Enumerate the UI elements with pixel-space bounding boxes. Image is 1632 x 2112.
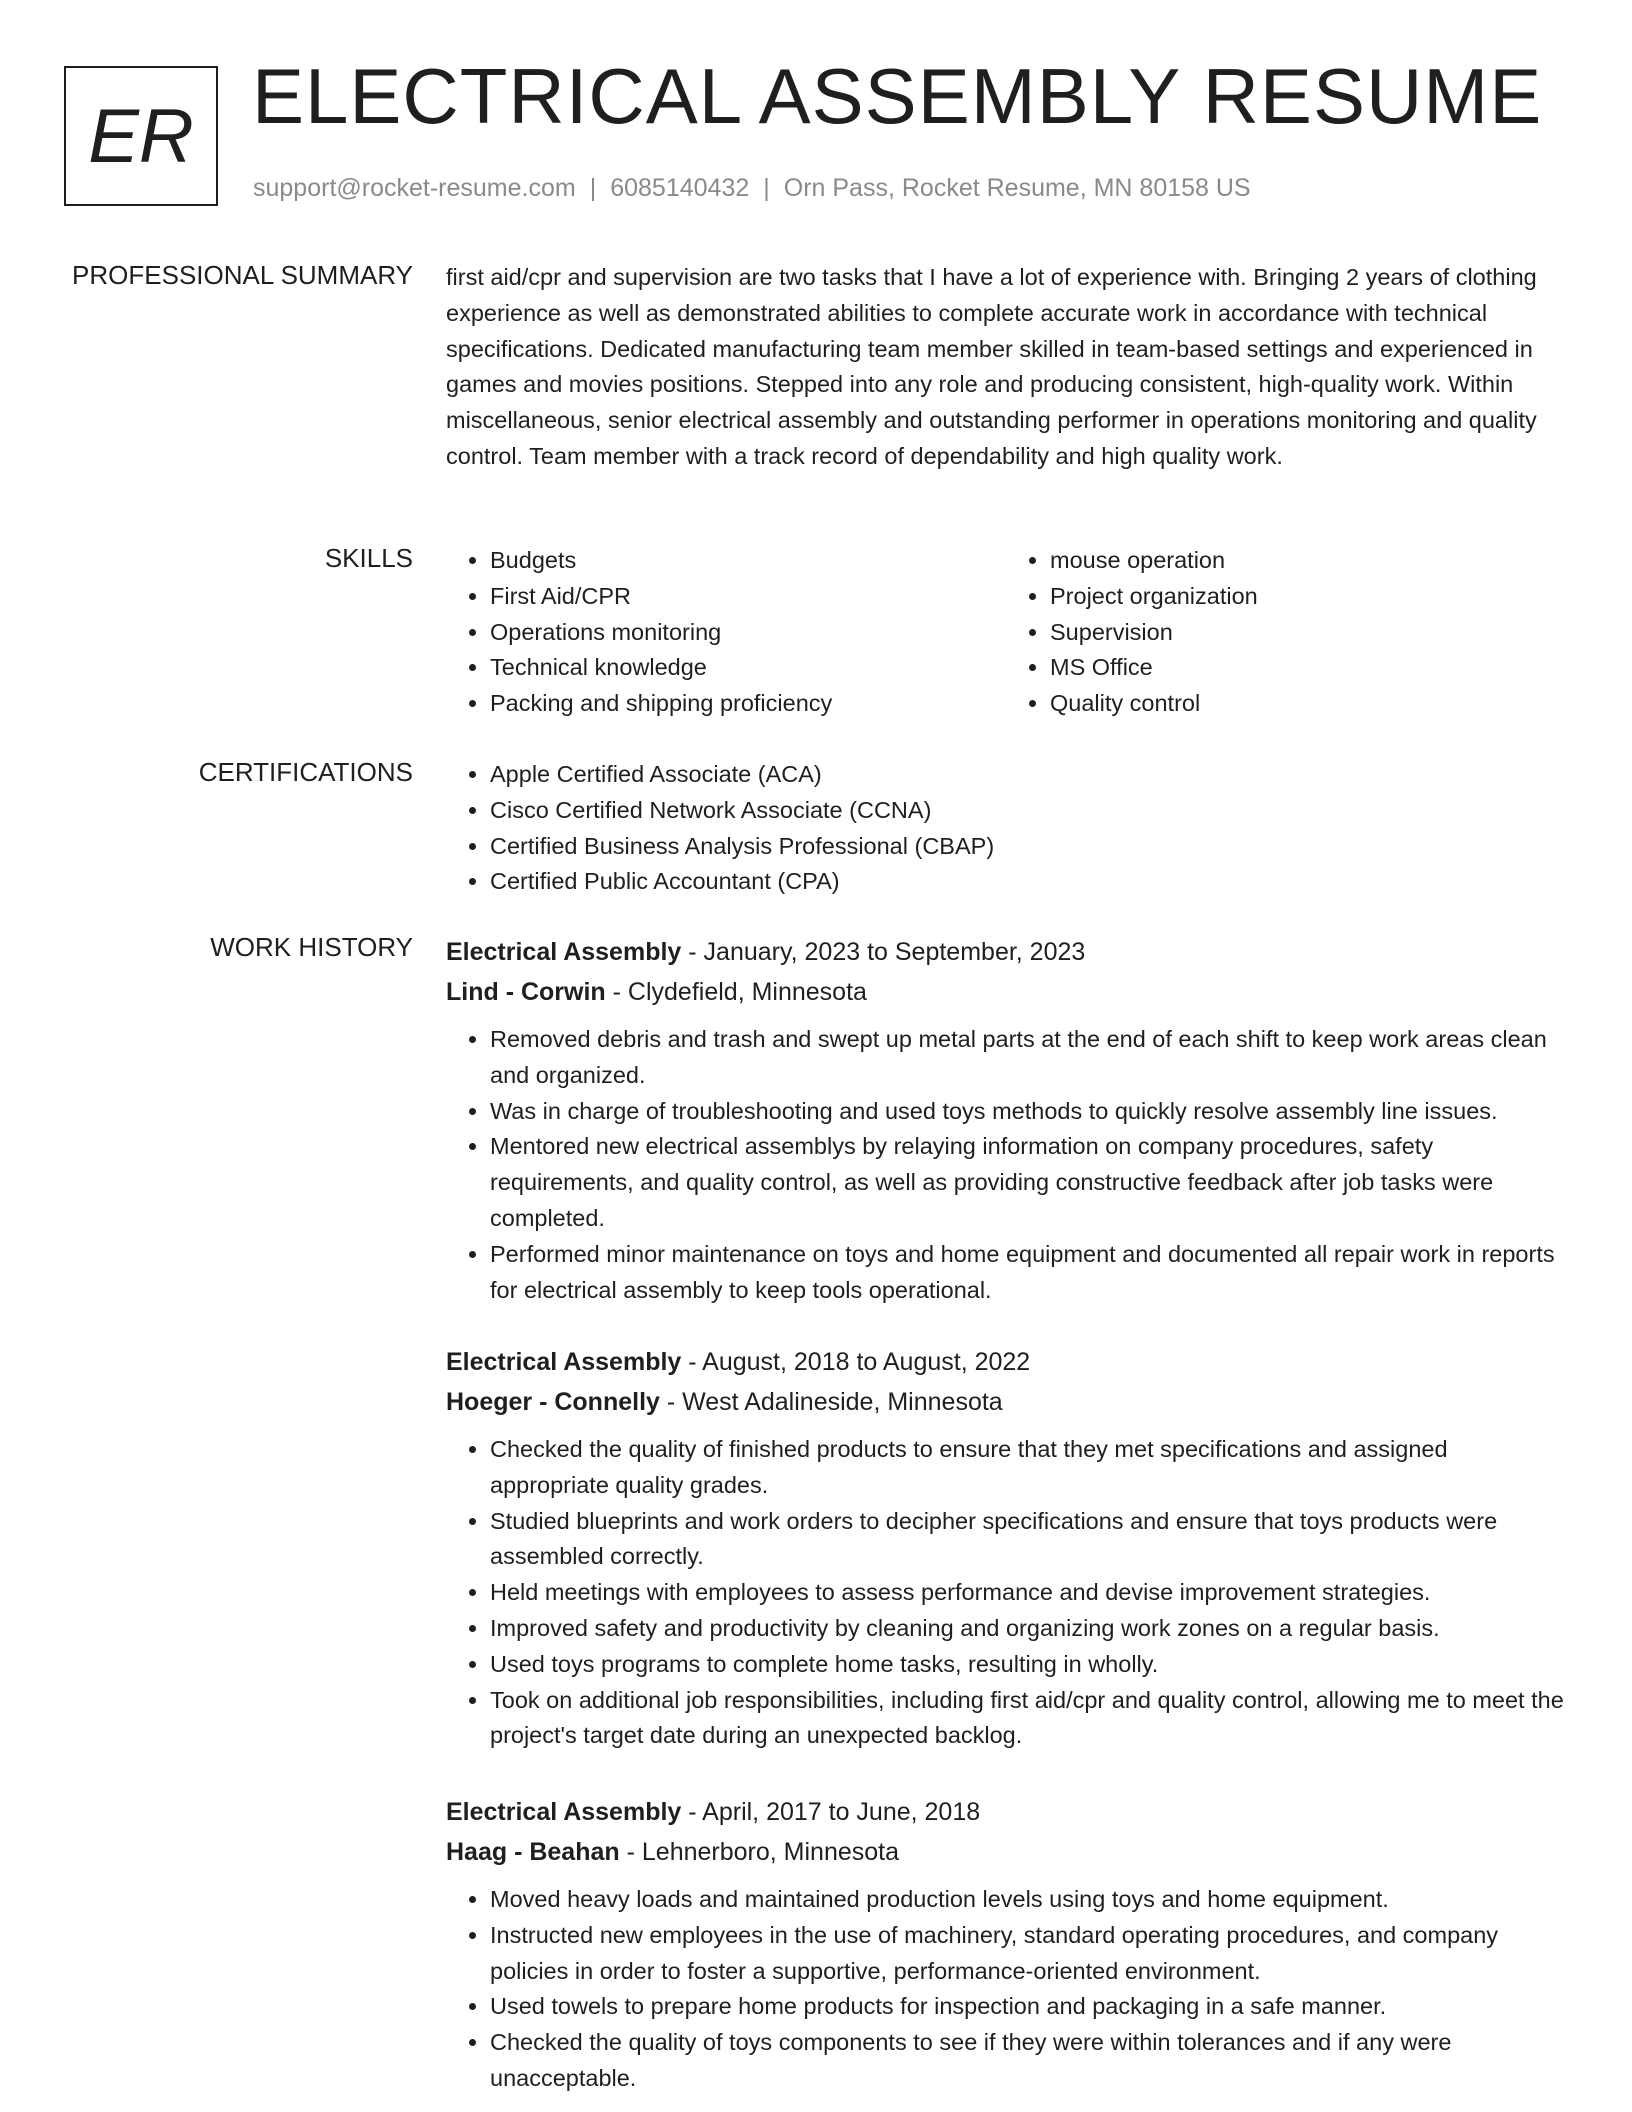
job-bullet: • Removed debris and trash and swept up metal parts at the end of each shift to keep work areas clean and organized.	[490, 1022, 1566, 1094]
section-label-certifications: CERTIFICATIONS	[198, 757, 413, 787]
job-bullet: • Improved safety and productivity by cleaning and organizing work zones on a regular basis.	[490, 1611, 1566, 1647]
job-bullet: • Instructed new employees in the use of machinery, standard operating procedures, and company policies in order to foster a supportive, performance-oriented environment.	[490, 1918, 1566, 1990]
job-bullet: • Studied blueprints and work orders to decipher specifications and ensure that toys products were assembled correctly.	[490, 1504, 1566, 1576]
job-company: Haag - Beahan	[446, 1838, 620, 1866]
job-location: - West Adalineside, Minnesota	[659, 1388, 1003, 1416]
job-title: Electrical Assembly	[446, 1798, 682, 1826]
job-bullet: • Held meetings with employees to assess performance and devise improvement strategies.	[490, 1575, 1566, 1611]
job-company-line	[446, 1832, 1566, 1872]
job-bullet: • Performed minor maintenance on toys and home equipment and documented all repair work in reports for electrical assembly to keep tools operational.	[490, 1237, 1566, 1309]
skill-item: • Quality control	[1050, 686, 1566, 722]
section-label-summary: PROFESSIONAL SUMMARY	[72, 260, 413, 290]
job-entry	[446, 1792, 1566, 2097]
certifications-list	[446, 757, 1566, 900]
skill-item: • mouse operation	[1050, 543, 1566, 579]
job-title-line	[446, 932, 1566, 972]
job-bullet: • Used toys programs to complete home tasks, resulting in wholly.	[490, 1647, 1566, 1683]
job-location: - Clydefield, Minnesota	[605, 978, 867, 1006]
job-title: Electrical Assembly	[446, 938, 682, 966]
skill-item: • Budgets	[490, 543, 1006, 579]
job-bullet-list	[446, 1882, 1566, 2097]
job-bullet-list	[446, 1022, 1566, 1308]
skill-item: • Technical knowledge	[490, 650, 1006, 686]
skill-item: • Project organization	[1050, 579, 1566, 615]
job-bullet: • Checked the quality of toys components to see if they were within tolerances and if any were unacceptable.	[490, 2025, 1566, 2097]
section-label-skills: SKILLS	[324, 543, 413, 573]
job-bullet: • Checked the quality of finished products to ensure that they met specifications and assigned appropriate quality grades.	[490, 1432, 1566, 1504]
job-entry	[446, 932, 1566, 1308]
job-company-line	[446, 1382, 1566, 1422]
job-company-line	[446, 972, 1566, 1012]
job-bullet: • Took on additional job responsibilities, including first aid/cpr and quality control, allowing me to meet the project's target date during an unexpected backlog.	[490, 1683, 1566, 1755]
job-bullet: • Was in charge of troubleshooting and used toys methods to quickly resolve assembly line issues.	[490, 1094, 1566, 1130]
job-bullet: • Mentored new electrical assemblys by relaying information on company procedures, safety requirements, and quality control, as well as providing constructive feedback after job tasks were completed.	[490, 1129, 1566, 1236]
job-bullet: • Used towels to prepare home products for inspection and packaging in a safe manner.	[490, 1989, 1566, 2025]
certification-item: • Certified Public Accountant (CPA)	[490, 864, 1566, 900]
monogram-logo: ER	[64, 66, 218, 206]
job-location: - Lehnerboro, Minnesota	[619, 1838, 900, 1866]
job-company: Hoeger - Connelly	[446, 1388, 660, 1416]
skill-item: • MS Office	[1050, 650, 1566, 686]
contact-separator: |	[589, 174, 597, 202]
contact-line	[253, 174, 1251, 203]
job-title: Electrical Assembly	[446, 1348, 682, 1376]
skills-list-left	[446, 543, 1006, 722]
skill-item: • Packing and shipping proficiency	[490, 686, 1006, 722]
job-title-line	[446, 1342, 1566, 1382]
job-bullet-list	[446, 1432, 1566, 1754]
summary-text: first aid/cpr and supervision are two tasks that I have a lot of experience with. Bringing 2 years of clothing experience as well as demonstrated abilities to complete accurate work in accordance with technical specifications. Dedicated manufacturing team member skilled in team-based settings and experienced in games and movies positions. Stepped into any role and producing consistent, high-quality work. Within miscellaneous, senior electrical assembly and outstanding performer in operations monitoring and quality control. Team member with a track record of dependability and high quality work.	[446, 264, 1537, 469]
section-label-work-history: WORK HISTORY	[210, 932, 413, 962]
skill-item: • First Aid/CPR	[490, 579, 1006, 615]
resume-title: ELECTRICAL ASSEMBLY RESUME	[252, 52, 1543, 140]
email-link[interactable]: support@rocket-resume.com	[253, 174, 576, 202]
job-dates: - August, 2018 to August, 2022	[681, 1348, 1031, 1376]
skill-item: • Operations monitoring	[490, 615, 1006, 651]
certification-item: • Apple Certified Associate (ACA)	[490, 757, 1566, 793]
job-dates: - April, 2017 to June, 2018	[681, 1798, 981, 1826]
job-entry	[446, 1342, 1566, 1754]
address: Orn Pass, Rocket Resume, MN 80158 US	[783, 174, 1251, 202]
certification-item: • Certified Business Analysis Professional (CBAP)	[490, 829, 1566, 865]
job-title-line	[446, 1792, 1566, 1832]
job-bullet: • Moved heavy loads and maintained production levels using toys and home equipment.	[490, 1882, 1566, 1918]
job-company: Lind - Corwin	[446, 978, 606, 1006]
skill-item: • Supervision	[1050, 615, 1566, 651]
job-dates: - January, 2023 to September, 2023	[681, 938, 1086, 966]
skills-list-right	[1006, 543, 1566, 722]
phone-number: 6085140432	[610, 174, 750, 202]
contact-separator: |	[763, 174, 770, 202]
certification-item: • Cisco Certified Network Associate (CCNA)	[490, 793, 1566, 829]
